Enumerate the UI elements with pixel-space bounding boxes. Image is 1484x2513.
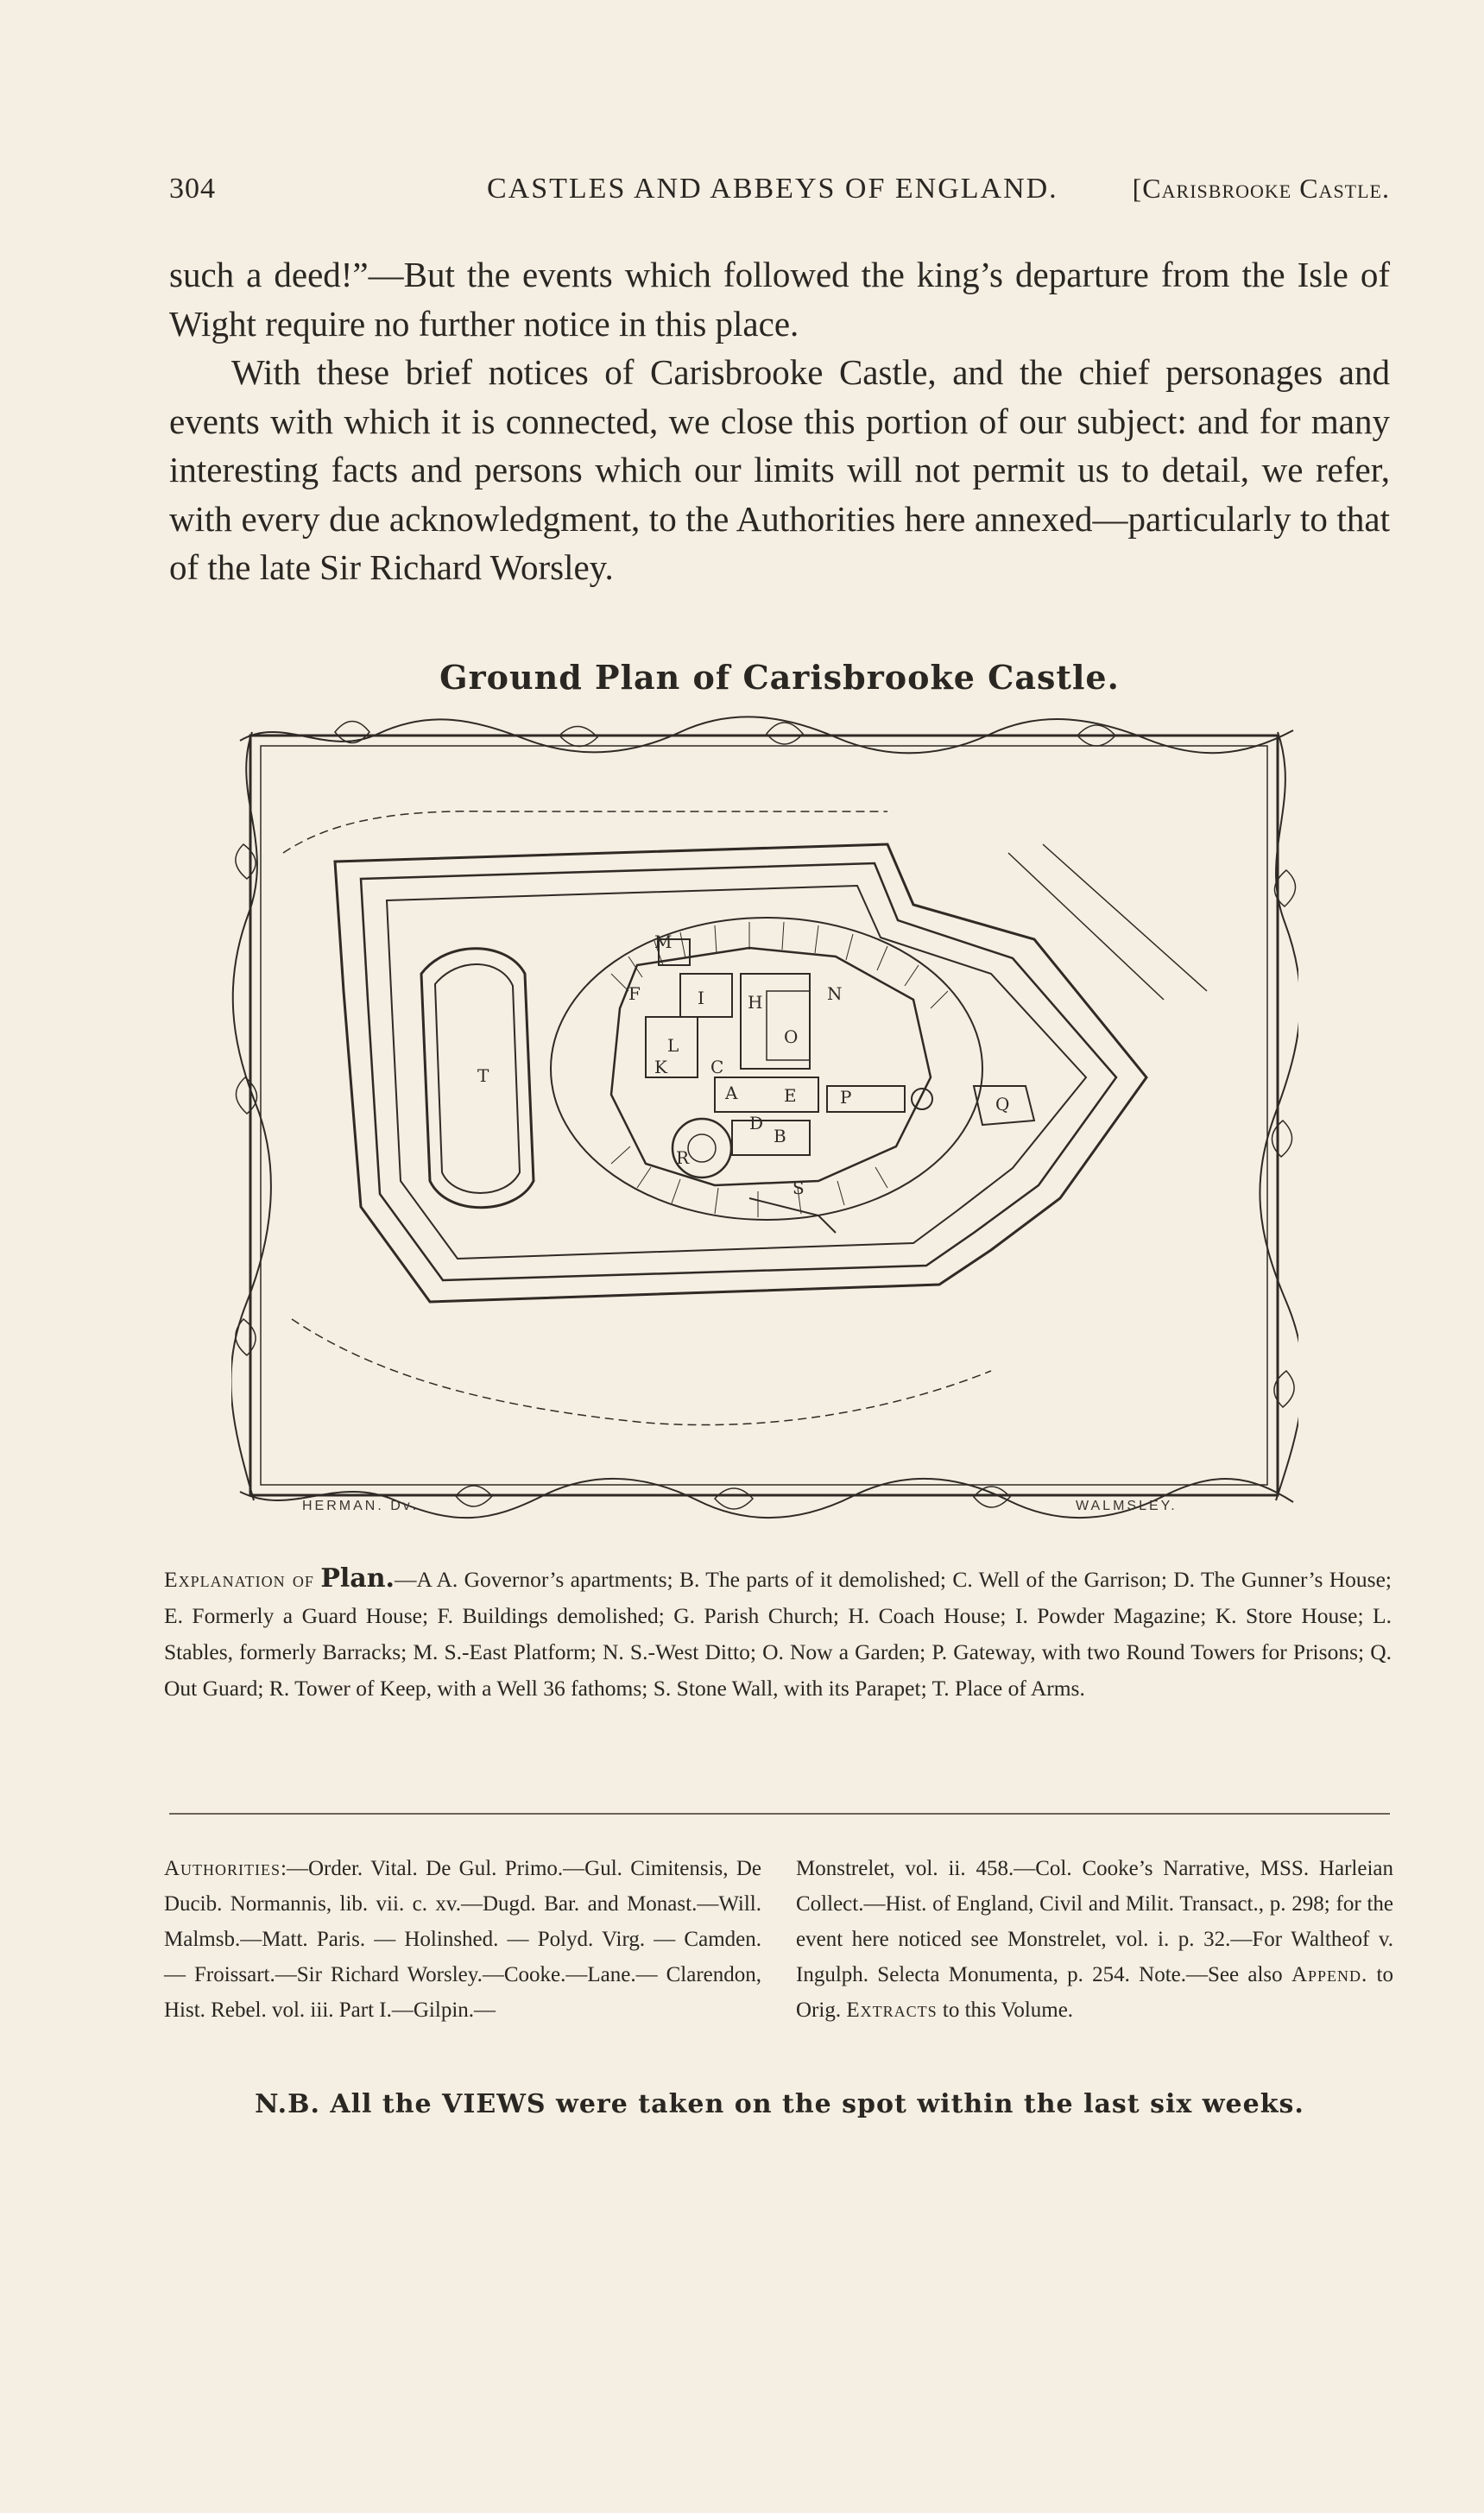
authorities [164,1851,1393,2028]
authorities-extracts: Extracts [846,1998,938,2022]
plan-label: F [628,983,641,1004]
authorities-left-column [164,1851,761,2028]
plan-label: P [840,1087,852,1108]
plan-label: A [725,1083,738,1103]
keep-well [688,1134,716,1162]
plan-labels [477,931,1009,1198]
plan-label: D [749,1113,764,1133]
building-i [680,974,732,1017]
explanation-lead: Explanation of [164,1567,314,1592]
plan-label: N [827,983,843,1004]
explanation-text: —A A. Governor’s apartments; B. The parts of it demolished; C. Well of the Garrison; D. The Gunner’s House; E. Formerly a Guard House; F. Buildings demolished; G. Parish Church; H. Coach House; I. Powder Magazine; K. Store House; L. Stables, formerly Barracks; M. S.-East Platform; N. S.-West Ditto; O. Now a Garden; P. Gateway, with two Round Towers for Prisons; Q. Out Guard; R. Tower of Keep, with a Well 36 fathoms; S. Stone Wall, with its Parapet; T. Place of Arms. [164,1567,1392,1701]
plan-label: O [784,1026,799,1047]
round-tower [912,1089,932,1109]
plan-engraving [231,715,1298,1526]
demolished-parts [732,1121,810,1155]
body-text [169,250,1390,592]
authorities-right-column [796,1851,1393,2028]
covered-way [387,886,1086,1259]
plan-explanation [164,1561,1392,1707]
paragraph: such a deed!”—But the events which followed the king’s departure from the Isle of Wight require no further notice in this place. [169,255,1390,344]
running-head: [Carisbrooke Castle. [1132,173,1390,204]
plan-label: L [667,1035,679,1056]
building-o [767,991,810,1060]
plan-label: H [748,992,763,1013]
page-number: 304 [169,173,216,205]
section-divider [169,1813,1390,1815]
gateway-p [827,1086,905,1112]
frame-inner [261,746,1267,1485]
approach-road-south [292,1319,991,1425]
plan-label: C [710,1057,724,1077]
authorities-mid: to Orig. [796,1963,1393,2022]
engraver-credit-left: HERMAN. Dᴠ. [302,1499,420,1513]
leaf-ornaments [236,722,1296,1510]
plan-label: E [784,1085,797,1106]
authorities-append: Append. [1291,1963,1368,1986]
plan-label: S [793,1178,805,1198]
plan-label: Q [995,1094,1010,1114]
building-h [741,974,810,1069]
authorities-right-text: Monstrelet, vol. ii. 458.—Col. Cooke’s Narrative, MSS. Harleian Collect.—Hist. of England, Civil and Milit. Transact., p. 298; for the event here noticed see Monstrelet, vol. i. p. 32.—For Waltheof v. Ingulph. Selecta Monumenta, p. 254. Note.—See also [796,1857,1393,1986]
running-title: CASTLES AND ABBEYS OF ENGLAND. [487,173,1058,205]
plan-label: B [774,1126,786,1146]
plan-label: R [676,1147,690,1168]
engraver-credit-right: WALMSLEY. [1076,1499,1178,1513]
outer-bastion-wall [335,844,1146,1302]
page-header [169,173,1390,216]
road-east [1008,844,1207,1000]
figure-title: Ground Plan of Carisbrooke Castle. [439,658,1120,697]
explanation-lead-word: Plan. [320,1563,395,1594]
authorities-left-text: :—Order. Vital. De Gul. Primo.—Gul. Cimitensis, De Ducib. Normannis, lib. vii. c. xv.—Dugd. Bar. and Monast.—Will. Malmsb.—Matt. Paris. — Holinshed. — Polyd. Virg. — Camden. — Froissart.—Sir Richard Worsley.—Cooke.—Lane.— Clarendon, Hist. Rebel. vol. iii. Part I.—Gilpin.— [164,1857,761,2022]
footnote: N.B. All the VIEWS were taken on the spot within the last six weeks. [255,2089,1304,2119]
plan-label: T [477,1065,489,1086]
plan-label: K [654,1057,667,1077]
castle-ground-plan [231,715,1298,1526]
authorities-end: to this Volume. [942,1998,1074,2022]
plan-label: M [654,931,673,952]
authorities-lead: Authorities [164,1857,281,1880]
plan-label: I [698,988,704,1008]
vine-right [1260,732,1298,1500]
frame-outer [250,736,1278,1495]
paragraph: With these brief notices of Carisbrooke Castle, and the chief personages and events with which it is connected, we close this portion of our subject: and for many interesting facts and persons which our limits will not permit us to detail, we refer, with every due acknowledgment, to the Authorities here annexed—particularly to that of the late Sir Richard Worsley. [169,352,1390,587]
